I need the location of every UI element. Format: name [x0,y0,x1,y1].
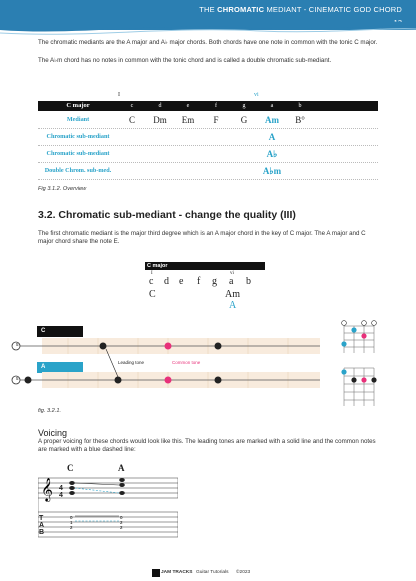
footer-subtitle: Guitar Tutorials [196,570,229,575]
footer-copyright: ©2023 [236,570,251,575]
numeral-I: I [118,92,120,98]
scale-note: c [130,103,134,109]
row-label: Chromatic sub-mediant [46,150,110,157]
table-cell: B° [295,115,305,125]
table-cell: G [240,115,248,125]
chord-box-title: C major [145,262,265,270]
table-row [38,112,378,129]
scale-note: b [298,103,302,109]
table-header-label: C major [66,102,90,109]
jamtracks-logo-icon [152,569,160,577]
section-paragraph: The first chromatic mediant is the major third degree which is an A major chord in the key of C major. The A major and C major chord share the note E. [38,230,366,246]
svg-text:1: 1 [70,520,73,525]
scale-note: c [149,276,154,287]
table-row [38,129,378,146]
section-title: 3.2. Chromatic sub-mediant - change the quality (III) [38,209,296,221]
table-cell: Dm [153,115,167,125]
scale-note: e [186,103,190,109]
fretboard-label-a: A [37,362,83,373]
scale-note: d [164,276,169,287]
table-cell: F [213,115,219,125]
scale-note: a [270,103,274,109]
voicing-title: Voicing [38,428,68,438]
music-notation [38,472,178,544]
svg-text:2: 2 [120,520,123,525]
footer-brand: JAM TRACKS [161,570,193,575]
row-label: Double Chrom. sub-med. [44,167,112,174]
scale-note: b [246,276,251,287]
intro-paragraph-2: The A♭m chord has no notes in common with the tonic chord and is called a double chromatic sub-mediant. [38,57,332,64]
scale-note: f [197,276,201,287]
chord-diagram-a [340,362,378,408]
chord-A: A [229,300,237,311]
chord-Am: Am [225,289,240,300]
table-cell: A♭m [262,166,282,176]
header-title: THE CHROMATIC MEDIANT - CINEMATIC GOD CHORD [199,5,402,14]
table-cell: A♭ [266,149,278,159]
row-label: Mediant [66,116,90,123]
svg-text:0: 0 [70,515,73,520]
time-signature-bottom: 4 [59,492,63,499]
time-signature-top: 4 [59,485,63,492]
svg-text:𝄞: 𝄞 [41,477,53,501]
numeral-vi: vi [254,92,259,98]
leading-tone-label: Leading tone [118,360,145,365]
tab-label: TAB [39,515,45,536]
intro-paragraph-1: The chromatic mediants are the A major and A♭ major chords. Both chords have one note in common with the tonic C major. [38,39,378,46]
figure-caption-overview: Fig 3.1.2. Overview [38,186,87,192]
numeral-I: I [151,271,153,276]
table-cell: C [128,115,135,125]
voicing-chord-c: C [67,463,74,473]
voicing-chord-a: A [118,463,125,473]
figure-caption-fretboard: fig. 3.2.1. [38,408,62,414]
string-number-a: 5 [16,376,19,381]
fretboard-diagram [8,336,320,390]
voicing-paragraph: A proper voicing for these chords would look like this. The leading tones are marked with a solid line and the common notes are marked with a blue dashed line: [38,438,376,454]
table-header-row [38,101,378,111]
chord-diagram-c [340,320,378,354]
common-tone-label: Common tone [172,360,201,365]
numeral-vi: vi [230,271,234,276]
scale-note: g [242,103,246,109]
svg-text:2: 2 [70,525,73,530]
chord-C: C [149,289,156,300]
svg-text:0: 0 [120,515,123,520]
scale-note: d [158,103,162,109]
table-cell: A [268,132,276,142]
chord-box [145,262,265,311]
fretboard-label-c: C [37,326,83,337]
svg-text:2: 2 [120,525,123,530]
table-cell: Am [265,115,279,125]
scale-note: f [215,103,217,109]
scale-note: g [212,276,217,287]
table-row [38,163,378,180]
table-cell: Em [181,115,195,125]
table-row [38,146,378,163]
scale-note: e [179,276,184,287]
scale-note: a [229,276,234,287]
header-wave [0,22,416,36]
string-number-c: 5 [16,342,19,347]
row-label: Chromatic sub-mediant [46,133,110,140]
